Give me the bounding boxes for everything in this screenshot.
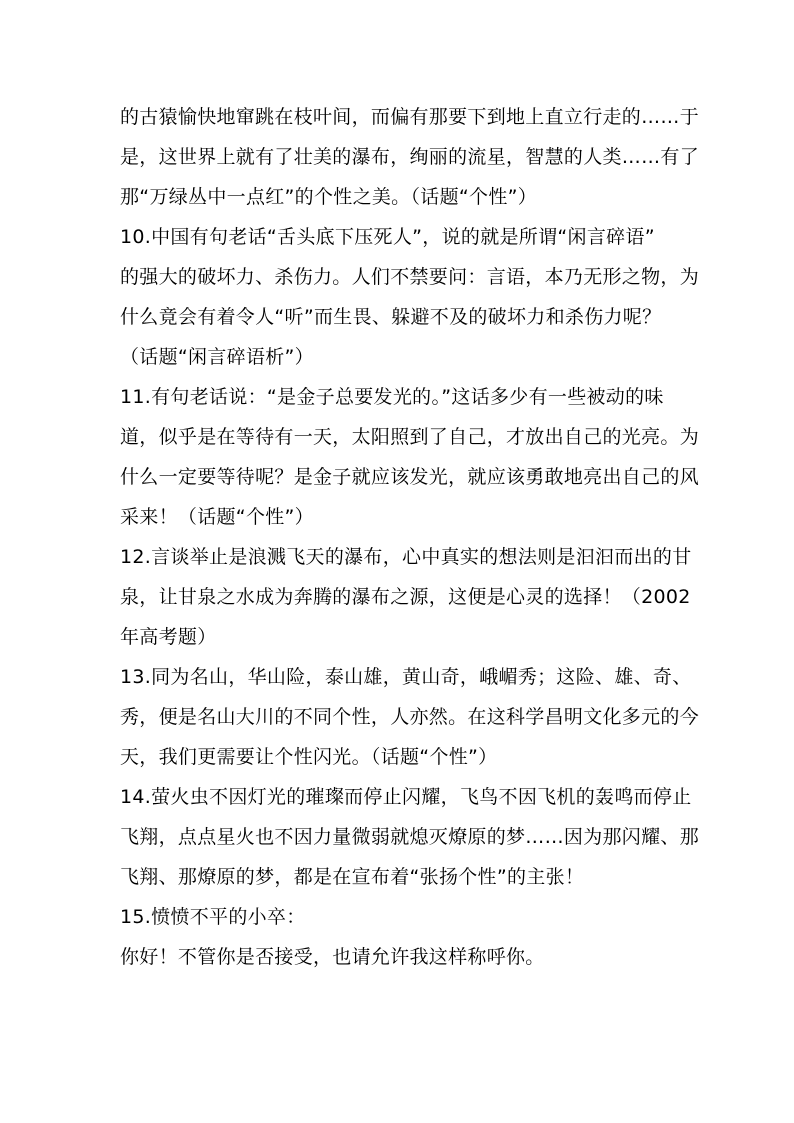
paragraph-14-start: 14.萤火虫不因灯光的璀璨而停止闪耀，飞鸟不因飞机的轰鸣而停止 bbox=[120, 786, 692, 808]
paragraph-13-start: 13.同为名山，华山险，泰山雄，黄山奇，峨嵋秀；这险、雄、奇、 bbox=[120, 666, 692, 688]
text-line: 的强大的破坏力、杀伤力。人们不禁要问：言语，本乃无形之物，为 bbox=[120, 266, 700, 288]
paragraph-15-start: 15.愤愤不平的小卒： bbox=[120, 906, 306, 928]
text-line: 的古猿愉快地窜跳在枝叶间，而偏有那要下到地上直立行走的……于 bbox=[120, 106, 700, 128]
paragraph-11-start: 11.有句老话说：“是金子总要发光的。”这话多少有一些被动的味 bbox=[120, 386, 664, 408]
document-body bbox=[120, 97, 700, 977]
text-line: 什么竟会有着令人“听”而生畏、躲避不及的破坏力和杀伤力呢？ bbox=[120, 306, 662, 328]
text-line: 那“万绿丛中一点红”的个性之美。（话题“个性”） bbox=[120, 186, 538, 208]
text-line: 是，这世界上就有了壮美的瀑布，绚丽的流星，智慧的人类……有了 bbox=[120, 146, 700, 168]
text-line: 什么一定要等待呢？是金子就应该发光，就应该勇敢地亮出自己的风 bbox=[120, 466, 700, 488]
paragraph-10-start: 10.中国有句老话“舌头底下压死人”，说的就是所谓“闲言碎语” bbox=[120, 226, 655, 248]
text-line: 飞翔、那燎原的梦，都是在宣布着“张扬个性”的主张！ bbox=[120, 866, 585, 888]
text-line: 年高考题） bbox=[120, 626, 217, 648]
text-line: 飞翔，点点星火也不因力量微弱就熄灭燎原的梦……因为那闪耀、那 bbox=[120, 826, 700, 848]
text-line: （话题“闲言碎语析”） bbox=[120, 346, 314, 368]
text-line: 道，似乎是在等待有一天，太阳照到了自己，才放出自己的光亮。为 bbox=[120, 426, 700, 448]
text-line: 泉，让甘泉之水成为奔腾的瀑布之源，这便是心灵的选择！（2002 bbox=[120, 586, 691, 608]
paragraph-12-start: 12.言谈举止是浪溅飞天的瀑布，心中真实的想法则是汩汩而出的甘 bbox=[120, 546, 692, 568]
text-line: 天，我们更需要让个性闪光。（话题“个性”） bbox=[120, 746, 498, 768]
text-line: 采来！（话题“个性”） bbox=[120, 506, 314, 528]
text-line: 秀，便是名山大川的不同个性，人亦然。在这科学昌明文化多元的今 bbox=[120, 706, 700, 728]
text-line: 你好！不管你是否接受，也请允许我这样称呼你。 bbox=[120, 946, 545, 968]
